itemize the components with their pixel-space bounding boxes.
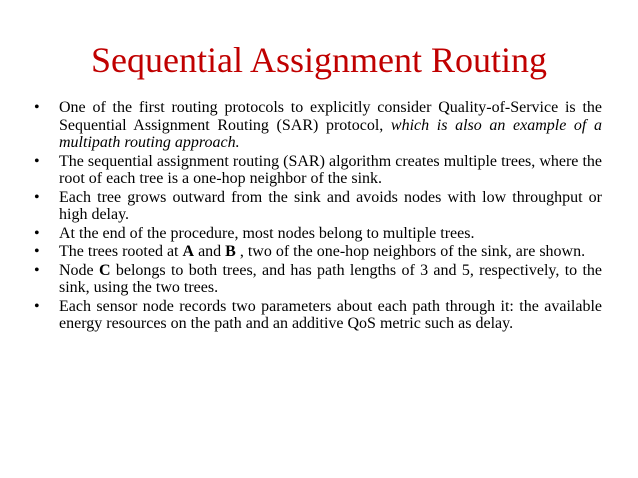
bullet-text: The trees rooted at <box>59 243 183 261</box>
node-label-c: C <box>98 261 111 279</box>
node-label-a: A <box>182 243 195 261</box>
bullet-text: belongs to both trees, and has path lengths of 3 and 5, respectively, to the sink, using the two trees. <box>59 261 603 297</box>
bullet-icon: • <box>34 99 40 116</box>
node-label-b: B <box>225 243 236 261</box>
bullet-item-3 <box>34 189 602 224</box>
bullet-item-1 <box>34 99 602 152</box>
bullet-italic-text: which is also an example of a multipath routing approach. <box>59 116 603 152</box>
bullet-icon: • <box>34 297 40 315</box>
bullet-text: , two of the one-hop neighbors of the sink, are shown. <box>235 243 586 261</box>
bullet-text: One of the first routing protocols to explicitly consider Quality-of-Service is the Sequential Assignment Routing (SAR) protocol, <box>59 99 602 134</box>
bullet-item-2 <box>34 153 602 188</box>
bullet-text: and <box>194 243 226 261</box>
bullet-icon: • <box>34 224 40 242</box>
bullet-item-5 <box>34 243 602 261</box>
bullet-icon: • <box>34 261 40 279</box>
bullet-item-7 <box>34 298 602 333</box>
bullet-text: The sequential assignment routing (SAR) algorithm creates multiple trees, where the root of each tree is a one-hop neighbor of the sink. <box>59 152 602 188</box>
bullet-text: Each tree grows outward from the sink and avoids nodes with low throughput or high delay. <box>59 188 602 224</box>
bullet-list <box>34 99 602 334</box>
bullet-item-4 <box>34 225 602 243</box>
bullet-text: Node <box>59 261 99 279</box>
bullet-icon: • <box>34 152 40 170</box>
bullet-icon: • <box>34 188 40 206</box>
bullet-text: At the end of the procedure, most nodes belong to multiple trees. <box>59 224 475 242</box>
bullet-text: Each sensor node records two parameters about each path through it: the available energy resources on the path and an additive QoS metric such as delay. <box>59 297 602 333</box>
bullet-item-6 <box>34 262 602 297</box>
bullet-icon: • <box>34 243 40 261</box>
slide-title: Sequential Assignment Routing <box>91 40 547 80</box>
